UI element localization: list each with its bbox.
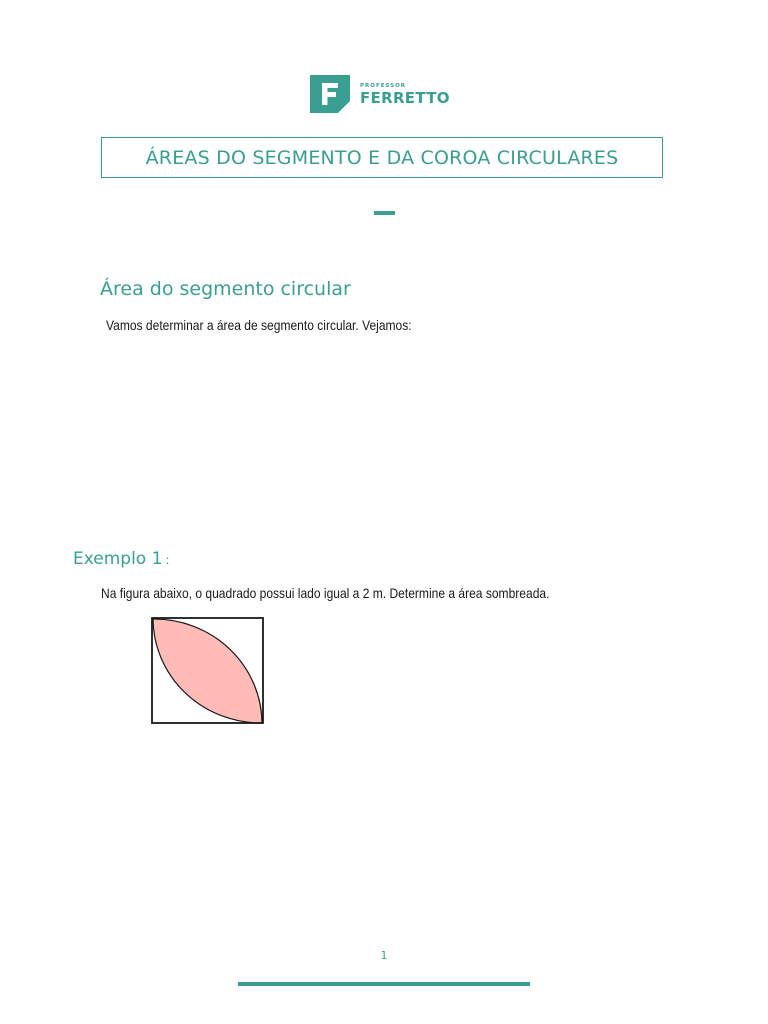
brand-subtitle: PROFESSOR [360,82,407,89]
example-heading [73,549,169,569]
ferretto-logo-icon [310,75,350,113]
section-intro-text: Vamos determinar a área de segmento circular. Vejamos: [106,317,412,333]
page-number: 1 [380,949,388,962]
document-title: ÁREAS DO SEGMENTO E DA COROA CIRCULARES [145,146,619,169]
brand-logo [310,75,450,113]
document-title-box [101,137,663,178]
brand-name: FERRETTO [360,88,450,107]
footer-divider [238,982,530,986]
square-leaf-figure [150,616,266,726]
title-divider [374,211,395,215]
example-statement: Na figura abaixo, o quadrado possui lado igual a 2 m. Determine a área sombreada. [101,585,550,601]
example-label: Exemplo 1 [73,549,163,569]
example-colon: : [165,553,170,567]
section-heading: Área do segmento circular [100,278,351,300]
shaded-region [153,619,262,723]
